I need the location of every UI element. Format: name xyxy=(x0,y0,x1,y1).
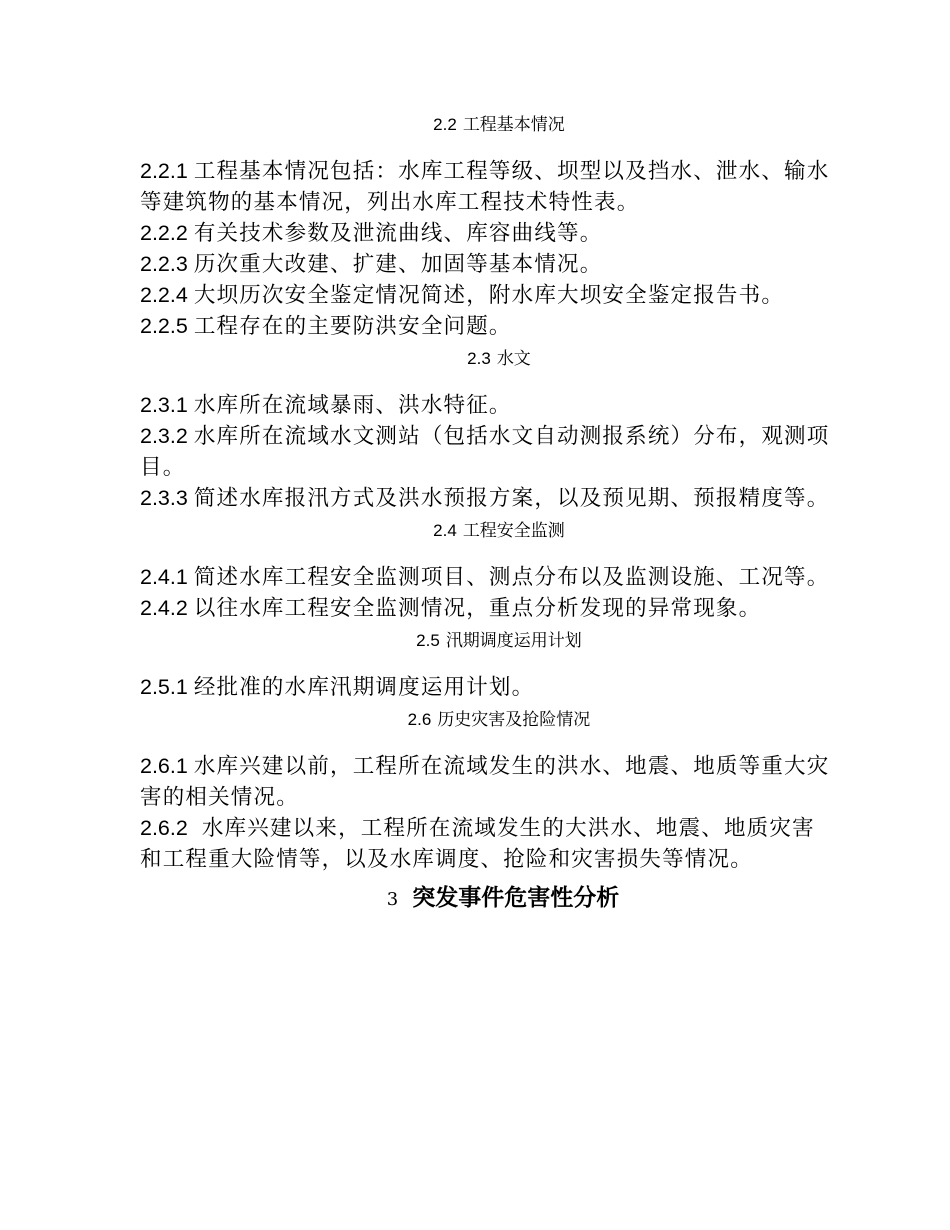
paragraph xyxy=(140,672,830,703)
paragraph-number: 2.2.2 xyxy=(140,221,188,245)
paragraph xyxy=(140,483,830,514)
section-title: 历史灾害及抢险情况 xyxy=(437,710,591,730)
chapter-title: 突发事件危害性分析 xyxy=(412,884,620,911)
paragraph xyxy=(140,280,830,311)
section-number: 2.3 xyxy=(467,349,491,368)
paragraph-text: 水库兴建以前，工程所在流域发生的洪水、地震、地质等重大灾害的相关情况。 xyxy=(140,754,830,810)
paragraph-text: 简述水库报汛方式及洪水预报方案，以及预见期、预报精度等。 xyxy=(193,486,830,511)
paragraph-text: 工程存在的主要防洪安全问题。 xyxy=(193,314,512,339)
paragraph-text: 有关技术参数及泄流曲线、库容曲线等。 xyxy=(193,221,603,246)
paragraph-number: 2.2.3 xyxy=(140,252,188,276)
section-number: 2.5 xyxy=(416,631,440,650)
paragraph-number: 2.5.1 xyxy=(140,675,188,699)
section-number: 2.2 xyxy=(433,115,457,134)
section-heading xyxy=(140,628,830,654)
paragraph-number: 2.6.1 xyxy=(140,754,188,778)
section-title: 汛期调度运用计划 xyxy=(445,631,582,651)
section-number: 2.6 xyxy=(407,710,432,729)
paragraph-text: 简述水库工程安全监测项目、测点分布以及监测设施、工况等。 xyxy=(193,565,830,590)
section-heading xyxy=(140,346,830,372)
paragraph xyxy=(140,218,830,249)
document-page xyxy=(140,112,830,917)
paragraph xyxy=(140,249,830,280)
section-title: 水文 xyxy=(496,349,531,369)
paragraph-text: 水库所在流域水文测站（包括水文自动测报系统）分布，观测项目。 xyxy=(140,424,830,480)
section-title: 工程基本情况 xyxy=(462,115,565,135)
section-title: 工程安全监测 xyxy=(462,521,565,541)
paragraph-text: 工程基本情况包括：水库工程等级、坝型以及挡水、泄水、输水等建筑物的基本情况，列出水库工程技术特性表。 xyxy=(140,159,830,215)
paragraph-text: 大坝历次安全鉴定情况简述，附水库大坝安全鉴定报告书。 xyxy=(193,283,785,308)
paragraph xyxy=(140,156,830,218)
paragraph-number: 2.3.2 xyxy=(140,424,188,448)
paragraph-text: 以往水库工程安全监测情况，重点分析发现的异常现象。 xyxy=(193,596,762,621)
section-heading xyxy=(140,112,830,138)
paragraph-text: 经批准的水库汛期调度运用计划。 xyxy=(193,675,535,700)
paragraph-number: 2.2.4 xyxy=(140,283,188,307)
chapter-number: 3 xyxy=(386,889,399,910)
paragraph xyxy=(140,390,830,421)
paragraph-number: 2.6.2 xyxy=(140,816,188,840)
chapter-heading xyxy=(140,881,830,917)
section-number: 2.4 xyxy=(433,521,457,540)
paragraph-number: 2.3.1 xyxy=(140,393,188,417)
paragraph xyxy=(140,311,830,342)
paragraph xyxy=(140,421,830,483)
paragraph-text: 水库所在流域暴雨、洪水特征。 xyxy=(193,393,512,418)
paragraph-text: 历次重大改建、扩建、加固等基本情况。 xyxy=(193,252,603,277)
paragraph xyxy=(140,593,830,624)
paragraph-number: 2.2.1 xyxy=(140,159,188,183)
section-heading xyxy=(140,518,830,544)
paragraph-number: 2.4.2 xyxy=(140,596,188,620)
section-heading xyxy=(140,707,830,733)
paragraph-number: 2.2.5 xyxy=(140,314,188,338)
paragraph-text: 水库兴建以来，工程所在流域发生的大洪水、地震、地质灾害和工程重大险情等，以及水库调度、抢险和灾害损失等情况。 xyxy=(140,816,815,872)
paragraph xyxy=(140,562,830,593)
paragraph-number: 2.4.1 xyxy=(140,565,188,589)
paragraph xyxy=(140,813,830,875)
paragraph xyxy=(140,751,830,813)
paragraph-number: 2.3.3 xyxy=(140,486,188,510)
